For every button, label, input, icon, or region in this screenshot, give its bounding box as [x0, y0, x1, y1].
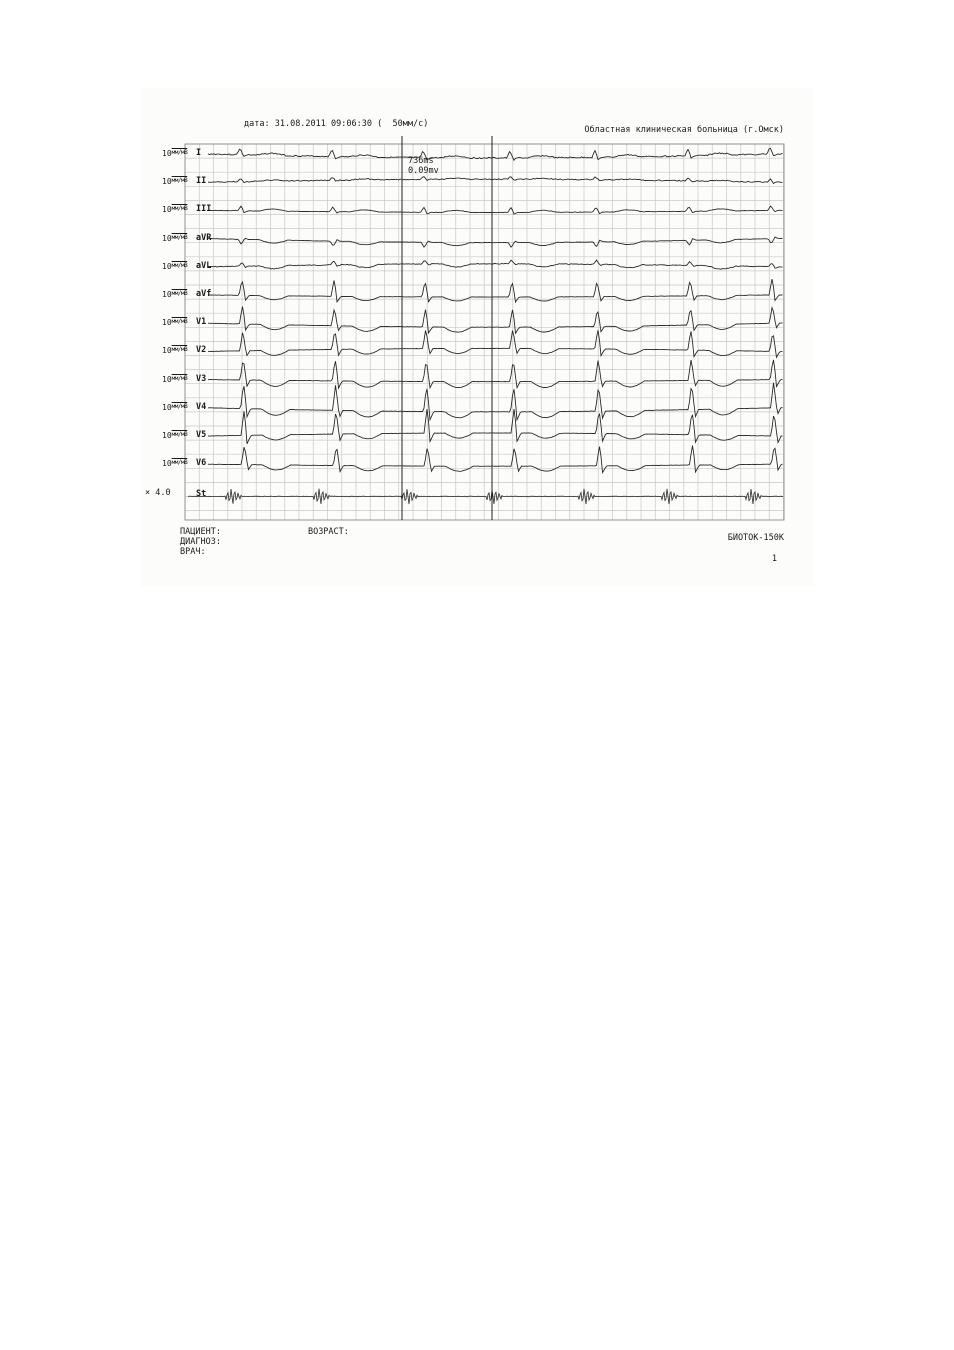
ecg-printout	[140, 88, 814, 586]
lead-label-v2: V2	[196, 345, 207, 356]
lead-label-i: I	[196, 148, 202, 158]
scale-label	[162, 374, 187, 385]
patient-info	[180, 527, 349, 557]
scale-value: 10	[162, 431, 172, 440]
hospital-name: Областная клиническая больница (г.Омск)	[584, 125, 784, 135]
scale-label	[162, 345, 187, 356]
scale-label	[162, 402, 187, 413]
scale-label	[162, 204, 187, 215]
scale-value: 10	[162, 346, 172, 356]
ecg-trace-avr	[208, 237, 783, 247]
diagnosis-label: ДИАГНОЗ:	[180, 537, 221, 547]
lead-label-iii: III	[196, 204, 212, 215]
lead-label-v5: V5	[196, 430, 207, 440]
scale-unit: мм/мВ	[171, 402, 188, 410]
patient-row	[180, 527, 349, 537]
lead-label-avr: aVR	[196, 232, 212, 243]
lead-label-v6: V6	[196, 458, 207, 469]
caliper-voltage: 0.09mv	[408, 166, 439, 176]
scale-unit: мм/мВ	[171, 177, 188, 185]
gain-label: × 4.0	[145, 488, 171, 498]
scale-value: 10	[162, 459, 172, 469]
recording-time: 09:06:30	[331, 119, 372, 129]
lead-label-ii: II	[196, 176, 207, 187]
ecg-trace-v2	[208, 330, 783, 357]
scale-label	[162, 148, 187, 159]
page-number: 1	[771, 554, 777, 564]
scale-value: 10	[162, 233, 172, 243]
ecg-trace-i	[208, 148, 783, 160]
caliper-measurement	[408, 156, 439, 176]
age-label: ВОЗРАСТ:	[307, 527, 349, 537]
scale-unit: мм/мВ	[171, 374, 188, 382]
scale-value: 10	[162, 402, 172, 412]
lead-label-st: St	[196, 489, 207, 500]
scale-unit: мм/мВ	[171, 346, 188, 354]
scale-label	[162, 289, 187, 300]
scale-label	[162, 233, 187, 244]
ecg-trace-avf	[208, 279, 783, 302]
ecg-trace-iii	[208, 206, 783, 214]
scale-label	[162, 176, 187, 187]
scale-unit: мм/мВ	[171, 205, 188, 213]
patient-label: ПАЦИЕНТ:	[180, 527, 221, 537]
scale-value: 10	[162, 205, 172, 215]
scale-value: 10	[162, 290, 172, 299]
scale-unit: мм/мВ	[171, 290, 188, 297]
ecg-trace-ii	[208, 177, 783, 184]
device-name: БИОТОК-150К	[727, 533, 784, 543]
caliper-time: 736ms	[408, 156, 434, 166]
scale-unit: мм/мВ	[171, 261, 188, 269]
scale-unit: мм/мВ	[171, 318, 188, 326]
lead-label-avl: aVL	[196, 260, 212, 271]
doctor-label: ВРАЧ:	[180, 547, 206, 557]
paper-speed: 50мм/с)	[392, 119, 429, 129]
ecg-grid	[140, 88, 814, 586]
ecg-trace-v4	[208, 383, 783, 420]
ecg-trace-avl	[208, 260, 783, 269]
lead-label-v1: V1	[196, 317, 207, 328]
ecg-trace-v1	[208, 307, 783, 334]
scale-value: 10	[162, 149, 172, 158]
scale-label	[162, 430, 187, 441]
date-label: дата:	[244, 119, 270, 129]
scale-unit: мм/мВ	[171, 233, 188, 241]
scale-unit: мм/мВ	[171, 149, 188, 156]
scale-value: 10	[162, 374, 172, 384]
speed-open: (	[377, 119, 383, 129]
scale-value: 10	[162, 177, 172, 187]
recording-date: 31.08.2011	[274, 119, 326, 129]
scale-value: 10	[162, 318, 172, 328]
scale-unit: мм/мВ	[171, 459, 188, 467]
scale-unit: мм/мВ	[171, 431, 188, 438]
lead-label-avf: aVf	[196, 289, 212, 299]
scale-label	[162, 317, 187, 328]
lead-label-v3: V3	[196, 373, 207, 384]
scale-value: 10	[162, 261, 172, 271]
scale-label	[162, 458, 187, 469]
lead-label-v4: V4	[196, 401, 207, 412]
ecg-trace-st	[188, 489, 783, 504]
scale-label	[162, 261, 187, 272]
